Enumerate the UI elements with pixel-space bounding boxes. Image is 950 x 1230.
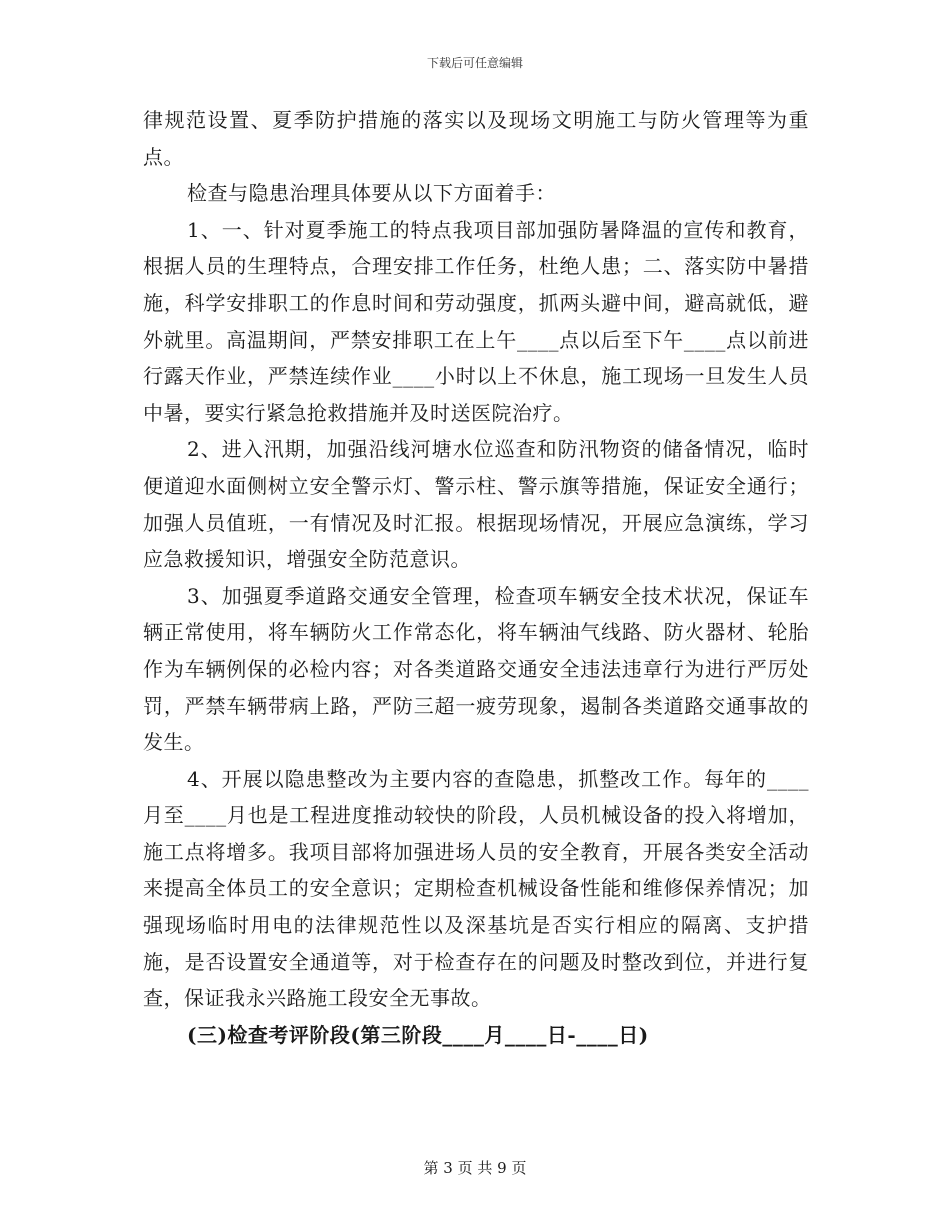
paragraph-item-1: 1、一、针对夏季施工的特点我项目部加强防暑降温的宣传和教育，根据人员的生理特点，合理安排工作任务，杜绝人患；二、落实防中暑措施，科学安排职工的作息时间和劳动强度，抓两头避中间，避高就低，避外就里。高温期间，严禁安排职工在上午____点以后至下午____点以前进行露天作业，严禁连续作业____小时以上不休息，施工现场一旦发生人员中暑，要实行紧急抢救措施并及时送医院治疗。 <box>143 217 809 425</box>
paragraph-continuation: 律规范设置、夏季防护措施的落实以及现场文明施工与防火管理等为重点。 <box>143 108 809 169</box>
paragraph-item-3: 3、加强夏季道路交通安全管理，检查项车辆安全技术状况，保证车辆正常使用，将车辆防火工作常态化，将车辆油气线路、防火器材、轮胎作为车辆例保的必检内容；对各类道路交通安全违法违章行为进行严厉处罚，严禁车辆带病上路，严防三超一疲劳现象，遏制各类道路交通事故的发生。 <box>143 583 809 755</box>
page-header-note: 下载后可任意编辑 <box>426 56 523 70</box>
paragraph-item-4: 4、开展以隐患整改为主要内容的查隐患，抓整改工作。每年的____月至____月也是工程进度推动较快的阶段，人员机械设备的投入将增加，施工点将增多。我项目部将加强进场人员的安全教育，开展各类安全活动来提高全体员工的安全意识；定期检查机械设备性能和维修保养情况；加强现场临时用电的法律规范性以及深基坑是否实行相应的隔离、支护措施，是否设置安全通道等，对于检查存在的问题及时整改到位，并进行复查，保证我永兴路施工段安全无事故。 <box>143 766 809 1011</box>
paragraph-item-2: 2、进入汛期，加强沿线河塘水位巡查和防汛物资的储备情况，临时便道迎水面侧树立安全警示灯、警示柱、警示旗等措施，保证安全通行；加强人员值班，一有情况及时汇报。根据现场情况，开展应急演练，学习应急救援知识，增强安全防范意识。 <box>143 437 809 572</box>
paragraph-intro: 检查与隐患治理具体要从以下方面着手： <box>187 181 556 206</box>
document-body <box>143 102 809 1053</box>
page-number: 第 3 页 共 9 页 <box>423 1159 527 1177</box>
section-heading: (三)检查考评阶段(第三阶段____月____日-____日) <box>187 1022 649 1047</box>
